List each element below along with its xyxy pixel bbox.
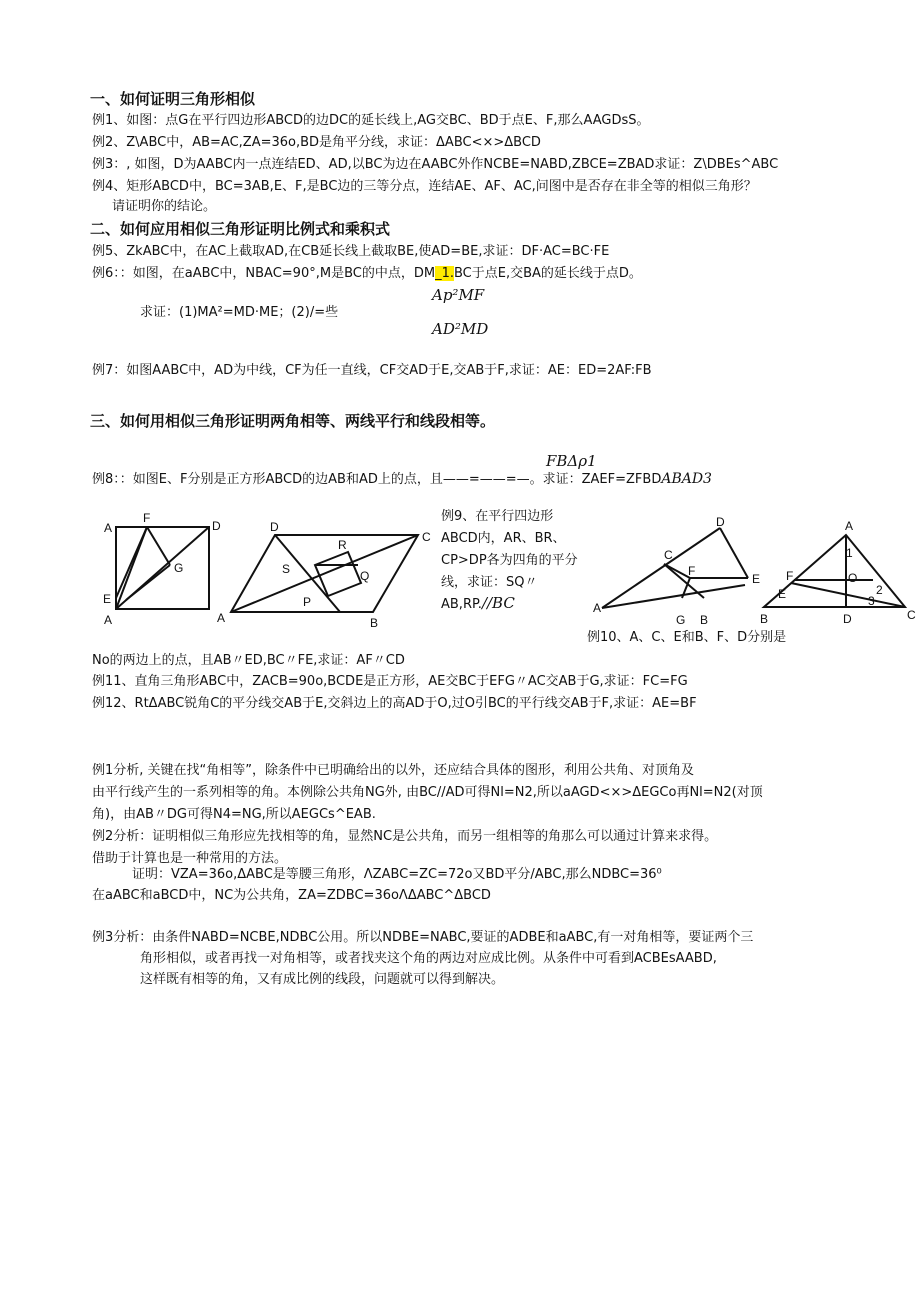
angle-line-c-b (664, 564, 704, 598)
angle-figure (602, 528, 748, 608)
angle-lower-ray (602, 585, 745, 608)
example-7: 例7：如图AABC中，AD为中线，CF为任一直线，CF交AD于E,交AB于F,求证：AE：ED=2AF:FB (92, 363, 652, 378)
example-8-fraction-top: FBΔρ1 (546, 452, 597, 470)
ang-label-g: G (676, 613, 686, 627)
parallelogram-figure (231, 535, 418, 612)
ang-label-e: E (752, 572, 761, 586)
sq-label-f: F (143, 511, 151, 525)
example-6-prefix: 例6：：如图，在aABC中，NBAC=90°,M是BC的中点，DM (92, 266, 436, 281)
example-6-proof: 求证：(1)MA²=MD·ME；(2)/=些 (140, 305, 339, 320)
tri-label-c: C (907, 608, 916, 622)
example-8-text: 例8：：如图E、F分别是正方形ABCD的边AB和AD上的点，且——=——=—。求证：ZAEF=ZFBD (92, 472, 662, 487)
analysis-1-line2: 由平行线产生的一系列相等的角。本例除公共角NG外, 由BC//AD可得Nl=N2,所以aAGD<×>ΔEGCo再Nl=N2(对顶 (92, 785, 763, 800)
sq-label-a-top: A (104, 521, 113, 535)
tri-label-2: 2 (876, 583, 883, 597)
tri-label-1: 1 (846, 546, 853, 560)
tri-label-o: O (848, 571, 858, 585)
angle-labels (593, 515, 760, 627)
pg-label-p: P (303, 595, 312, 609)
tri-label-e: E (778, 587, 787, 601)
tri-label-d: D (843, 612, 852, 626)
analysis-3-line3: 这样既有相等的角，又有成比例的线段，问题就可以得到解决。 (140, 972, 505, 987)
example-9-line5-b: //BC (481, 594, 515, 612)
ang-label-a: A (593, 601, 602, 615)
angle-line-g-f (682, 578, 690, 598)
para-line-d-b (275, 535, 340, 612)
square-line-e-f (116, 527, 147, 598)
analysis-1-line1: 例1分析, 关键在找“角相等”，除条件中已明确给出的以外，还应结合具体的图形，利用公共角、对顶角及 (92, 763, 695, 778)
example-9-line4: 线，求证：SQ〃 (441, 575, 538, 590)
parallelogram-outline (231, 535, 418, 612)
ang-label-d: D (716, 515, 725, 529)
angle-edge-d-e (720, 528, 748, 578)
square-line-a-d (116, 527, 209, 609)
analysis-2-line1: 例2分析：证明相似三角形应先找相等的角，显然NC是公共角，而另一组相等的角那么可以通过计算来求得。 (92, 829, 718, 844)
analysis-2-line3: 证明：VZA=36o,ΔABC是等腰三角形，ΛZABC=ZC=72o又BD平分/ABC,那么NDBC=36⁰ (132, 867, 662, 882)
pg-label-d: D (270, 520, 279, 534)
example-8 (92, 470, 712, 489)
example-6-fraction-denominator: AD²MD (432, 320, 489, 338)
sq-label-e: E (103, 592, 112, 606)
example-9-line5 (441, 594, 515, 614)
section2-heading: 二、如何应用相似三角形证明比例式和乘积式 (90, 220, 391, 238)
sq-label-g: G (174, 561, 184, 575)
ang-label-c: C (664, 548, 673, 562)
square-line-f-g (147, 527, 170, 565)
sq-label-d: D (212, 519, 221, 533)
ang-label-b: B (700, 613, 709, 627)
example-8-tail: ABAD3 (661, 471, 712, 487)
triangle-bisector (791, 583, 905, 607)
analysis-3-line1: 例3分析：由条件NABD=NCBE,NDBC公用。所以NDBE=NABC,要证的ADBE和aABC,有一对角相等，要证两个三 (92, 930, 754, 945)
example-6-fraction-numerator: Ap²MF (432, 286, 485, 304)
example-6 (92, 265, 642, 283)
triangle-figure (764, 535, 905, 607)
square-line-a-f (116, 527, 147, 609)
section3-heading: 三、如何用相似三角形证明两角相等、两线平行和线段相等。 (90, 412, 496, 430)
square-labels (103, 511, 221, 627)
tri-label-b: B (760, 612, 769, 626)
example-10-caption: 例10、A、C、E和B、F、D分别是 (587, 630, 787, 645)
example-5: 例5、ZkABC中，在AC上截取AD,在CB延长线上截取BE,使AD=BE,求证：DF·AC=BC·FE (92, 244, 610, 259)
pg-label-a: A (217, 611, 226, 625)
pg-label-q: Q (360, 569, 370, 583)
example-4-line2: 请证明你的结论。 (112, 199, 217, 214)
example-9-line3: CP>DP各为四角的平分 (441, 553, 578, 568)
example-2: 例2、Z\ABC中，AB=AC,ZA=36o,BD是角平分线，求证：ΔABC<×>ΔBCD (92, 135, 541, 150)
triangle-labels (760, 519, 916, 626)
example-9-line1: 例9、在平行四边形 (441, 509, 554, 524)
para-inner-rect (315, 552, 361, 596)
example-3: 例3：, 如图，D为AABC内一点连结ED、AD,以BC为边在AABC外作NCBE=NABD,ZBCE=ZBAD求证：Z\DBEs^ABC (92, 157, 779, 172)
sq-label-a-bottom: A (104, 613, 113, 627)
angle-line-c-f (664, 564, 690, 578)
analysis-3-line2: 角形相似，或者再找一对角相等，或者找夹这个角的两边对应成比例。从条件中可看到ACBEsAABD, (140, 951, 717, 966)
pg-label-s: S (282, 562, 291, 576)
parallelogram-labels (217, 520, 431, 630)
tri-label-a: A (845, 519, 854, 533)
example-9-line2: ABCD内，AR、BR、 (441, 531, 566, 546)
pg-label-b: B (370, 616, 379, 630)
square-line-b-g (126, 565, 170, 600)
angle-upper-ray (602, 528, 720, 608)
pg-label-r: R (338, 538, 347, 552)
analysis-2-line2: 借助于计算也是一种常用的方法。 (92, 851, 288, 866)
section1-heading: 一、如何证明三角形相似 (90, 90, 256, 108)
analysis-2-line4: 在aABC和aBCD中，NC为公共角，ZA=ZDBC=36oΛΔABC^ΔBCD (92, 888, 491, 903)
example-1: 例1、如图：点G在平行四边形ABCD的边DC的延长线上,AG交BC、BD于点E、F,那么AAGDsS。 (92, 113, 650, 128)
pg-label-c: C (422, 530, 431, 544)
example-11: 例11、直角三角形ABC中，ZACB=90o,BCDE是正方形，AE交BC于EFG〃AC交AB于G,求证：FC=FG (92, 674, 688, 689)
analysis-1-line3: 角)，由AB〃DG可得N4=NG,所以AEGCs^EAB. (92, 807, 376, 822)
tri-label-3: 3 (868, 594, 875, 608)
tri-label-f: F (786, 569, 794, 583)
example-6-suffix: BC于点E,交BA的延长线于点D。 (453, 266, 642, 281)
example-12: 例12、RtΔABC锐角C的平分线交AB于E,交斜边上的高AD于O,过O引BC的平行线交AB于F,求证：AE=BF (92, 696, 697, 711)
example-9-line5-a: AB,RP. (441, 597, 482, 612)
square-outline (116, 527, 209, 609)
square-figure (116, 527, 209, 609)
para-line-a-c (231, 535, 418, 612)
example-4-line1: 例4、矩形ABCD中，BC=3AB,E、F,是BC边的三等分点，连结AE、AF、AC,问图中是否存在非全等的相似三角形？ (92, 179, 757, 194)
ang-label-f: F (688, 564, 696, 578)
example-6-highlight: _1. (435, 266, 454, 281)
triangle-outline (764, 535, 905, 607)
example-10-continuation: No的两边上的点，且AB〃ED,BC〃FE,求证：AF〃CD (92, 653, 405, 668)
